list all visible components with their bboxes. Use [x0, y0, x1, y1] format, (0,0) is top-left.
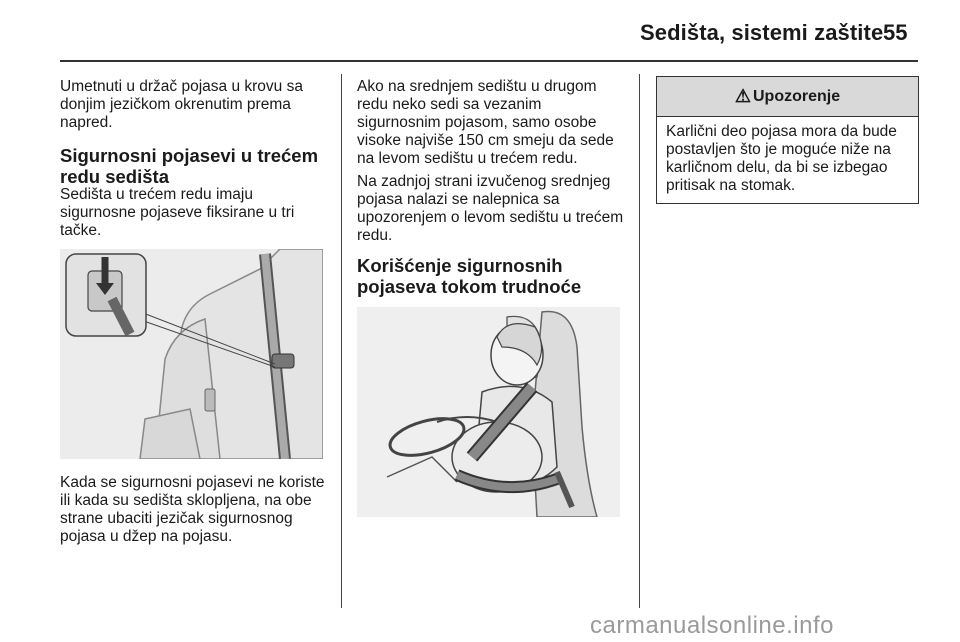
third-row-paragraph: Sedišta u trećem redu imaju sigurnosne pojaseve fiksirane u tri tačke.: [60, 186, 295, 239]
warning-triangle-icon: ⚠: [734, 86, 751, 106]
seat-belt-illustration: [60, 249, 323, 459]
column-divider: [639, 74, 640, 608]
intro-paragraph: Umetnuti u držač pojasa u krovu sa donjim jezičkom okrenutim prema napred.: [60, 78, 303, 131]
warning-title: Upozorenje: [753, 87, 841, 105]
middle-seat-paragraph: Ako na srednjem sedištu u drugom redu neko sedi sa vezanim sigurnosnim pojasom, samo osobe visoke najviše 150 cm smeju da sede na levom sedištu u trećem redu.: [357, 78, 614, 167]
warning-header: [657, 77, 918, 117]
column-divider: [341, 74, 342, 608]
page-number: 55: [883, 20, 908, 45]
section-heading-third-row: Sigurnosni pojasevi u trećem redu sedišta: [60, 145, 319, 187]
watermark: carmanualsonline.info: [590, 612, 834, 639]
after-figure-paragraph: Kada se sigurnosni pojasevi ne koriste ili kada su sedišta sklopljena, na obe strane ubaciti jezičak sigurnosnog pojasa u džep na pojasu.: [60, 474, 325, 545]
pregnancy-belt-illustration: [357, 307, 620, 517]
warning-text: Karlični deo pojasa mora da bude postavljen što je moguće niže na karličnom delu, da bi se izbegao pritisak na stomak.: [666, 123, 897, 194]
warning-box: [656, 76, 919, 204]
section-heading-pregnancy: Korišćenje sigurnosnih pojaseva tokom trudnoće: [357, 255, 582, 297]
header-rule: [60, 60, 918, 62]
label-paragraph: Na zadnjoj strani izvučenog srednjeg pojasa nalazi se nalepnica sa upozorenjem o levom sedištu u trećem redu.: [357, 173, 624, 244]
section-title: Sedišta, sistemi zaštite: [640, 20, 884, 45]
